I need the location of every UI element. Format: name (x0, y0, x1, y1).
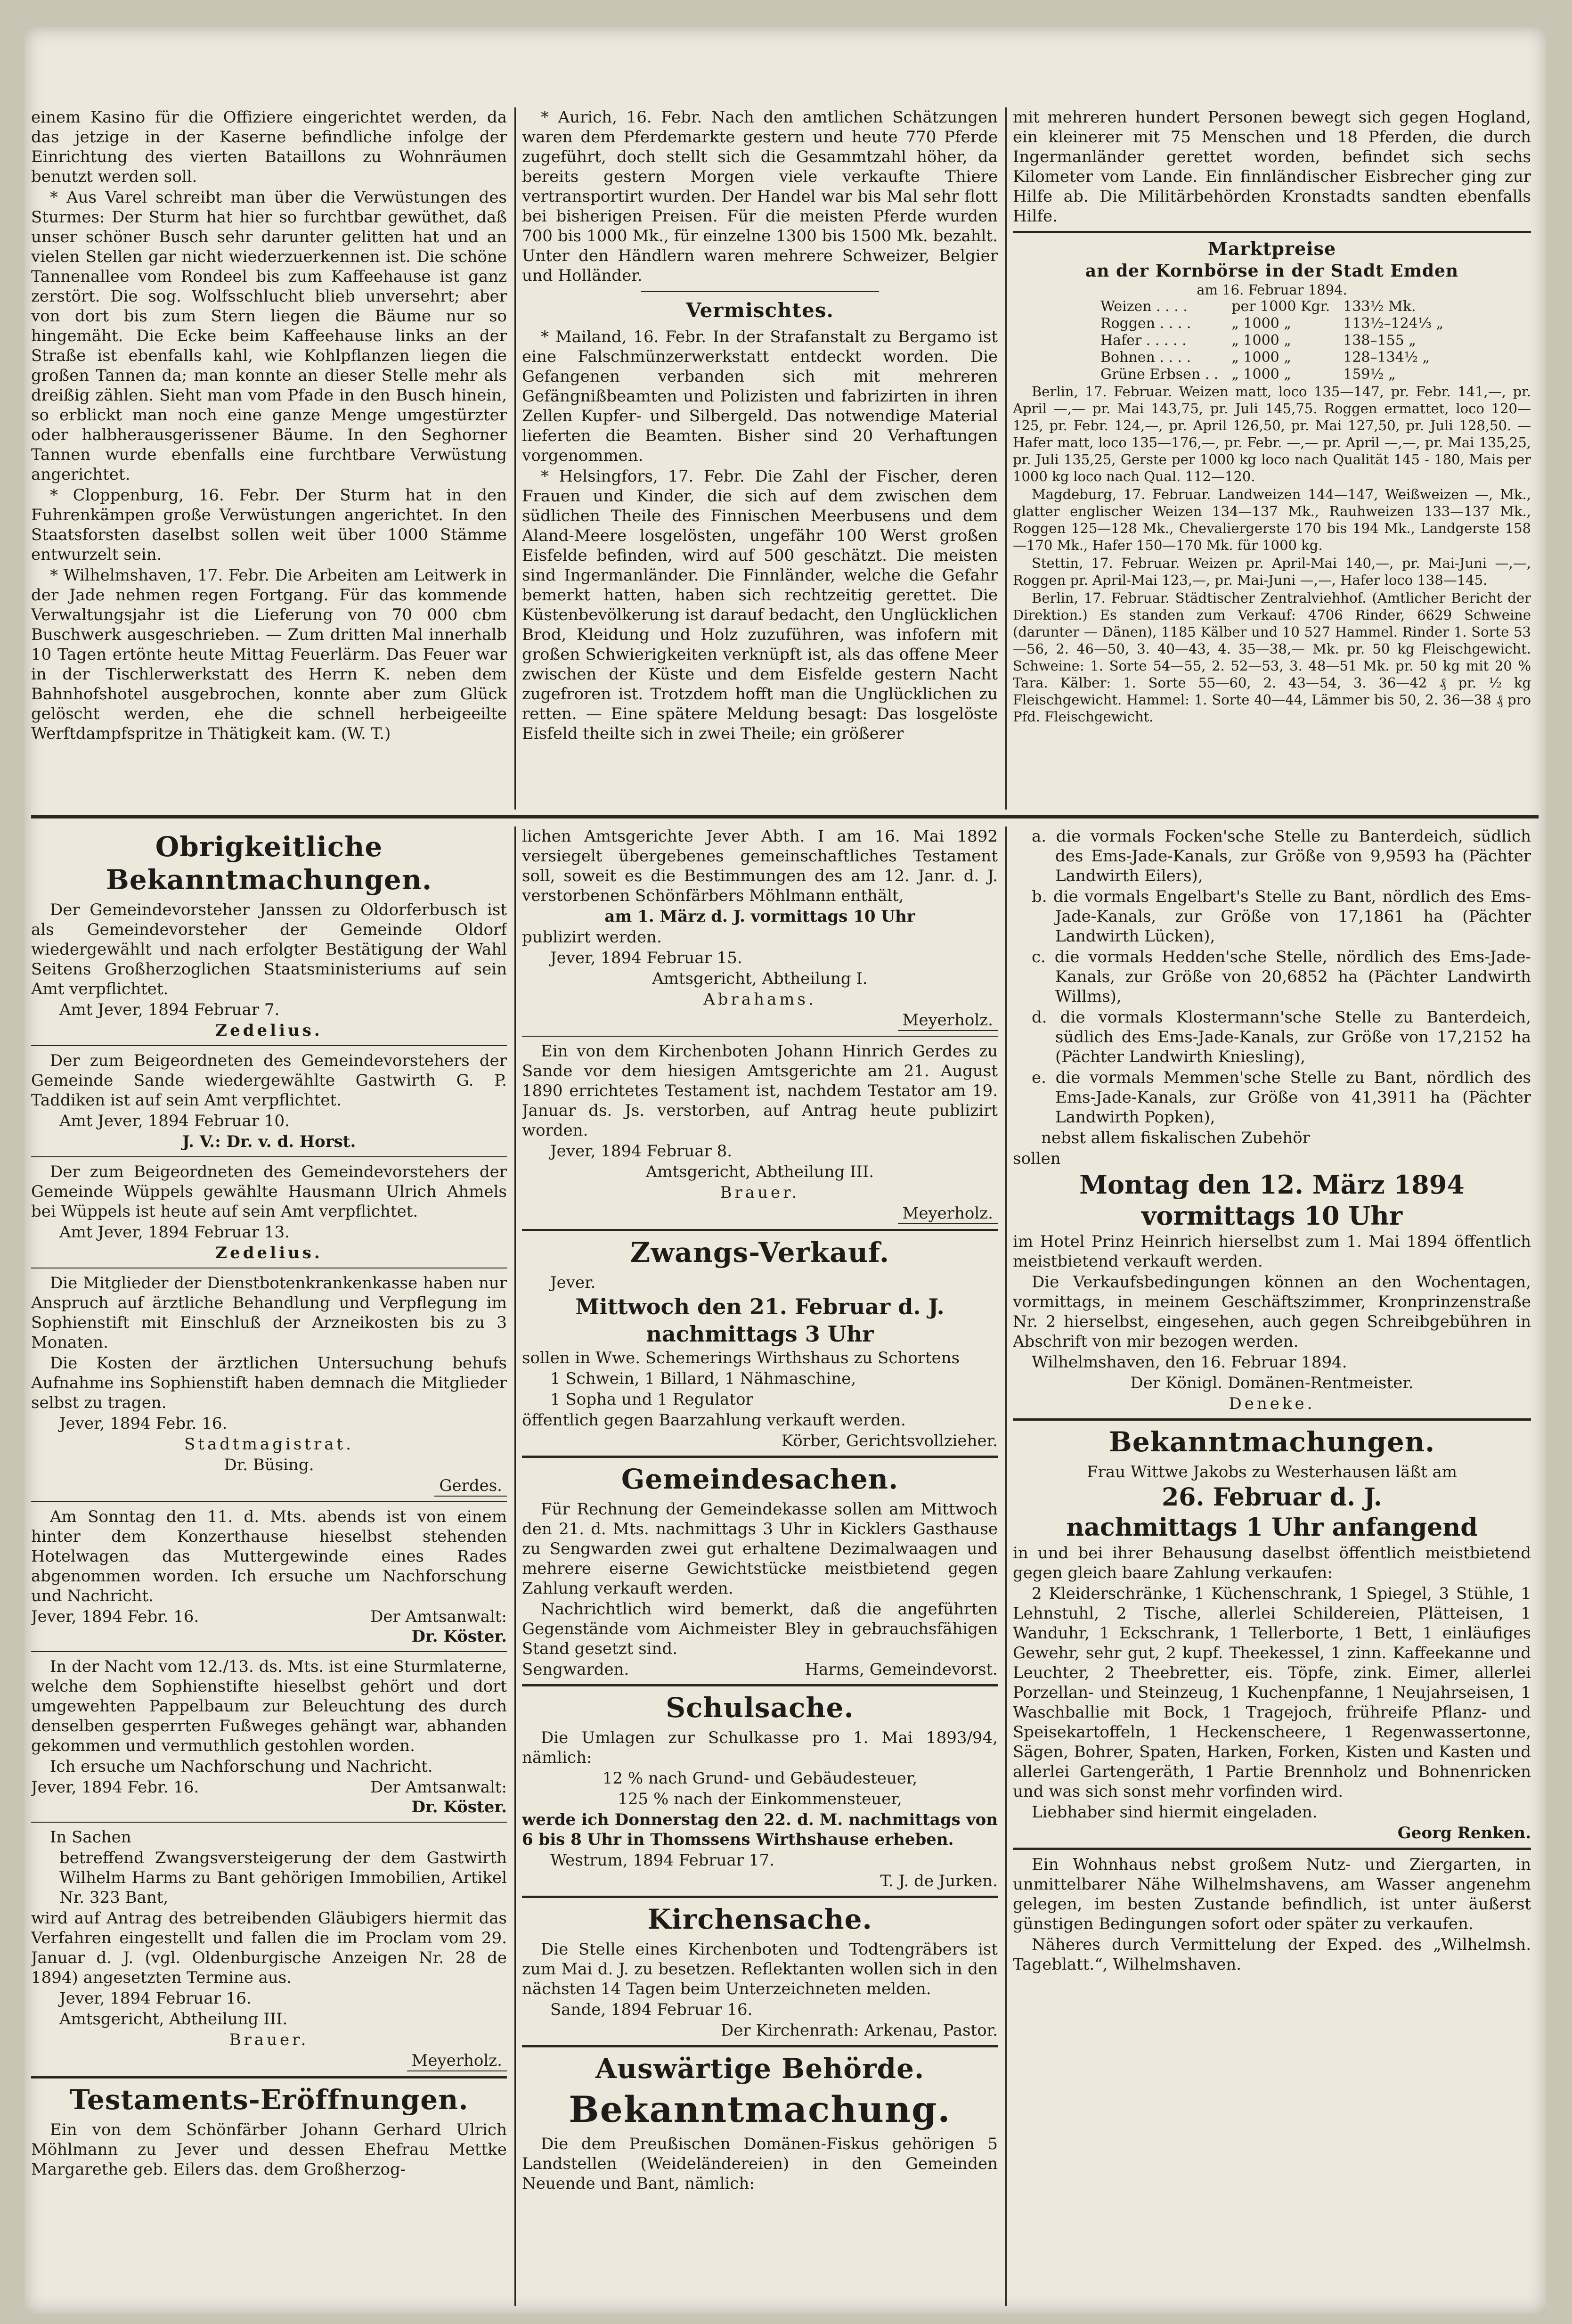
bekanntmachung-heading: Bekanntmachung. (569, 2088, 951, 2130)
rule (522, 1036, 998, 1037)
notice-item: 125 % nach der Einkommensteuer, (618, 1790, 902, 1808)
notice-time-bold: vormittags 10 Uhr (1141, 1201, 1403, 1231)
notice-date: Sande, 1894 Februar 16. (550, 2000, 753, 2019)
land-item: a. die vormals Focken'sche Stelle zu Banterdeich, südlich des Ems-Jade-Kanals, zur Größe von 9,9593 ha (Pächter Landwirth Eilers), (1032, 827, 1531, 885)
notice-organization: Stadtmagistrat. (184, 1435, 354, 1454)
market-price-table (1094, 298, 1450, 383)
rule (31, 1651, 507, 1652)
table-cell: „ 1000 „ (1231, 349, 1291, 366)
notice-text: Am Sonntag den 11. d. Mts. abends ist von einem hinter dem Konzerthause hieselbst stehenden Hotelwagen das Muttergewinde eines Rades abgenommen worden. Ich ersuche um Nachforschung und Nachricht. (31, 1507, 507, 1605)
notice-text: Ein von dem Kirchenboten Johann Hinrich Gerdes zu Sande vor dem hiesigen Amtsgerichte am 21. August 1890 errichtetes Testament ist, nachdem Testator am 19. Januar ds. Js. verstorben, auf Antrag heute publizirt worden. (522, 1042, 998, 1140)
table-cell: Weizen . . . . (1100, 298, 1188, 315)
notice-place: Sengwarden. (522, 1660, 629, 1679)
short-rule (641, 291, 879, 292)
table-cell: Hafer . . . . . (1100, 332, 1187, 349)
notice-signature: J. V.: Dr. v. d. Horst. (182, 1132, 356, 1151)
obrigkeitliche-heading: Obrigkeitliche Bekanntmachungen. (106, 831, 432, 896)
notice-signature: Meyerholz. (407, 2051, 507, 2071)
bottom-column-3 (1013, 826, 1531, 2306)
table-cell: Roggen . . . . (1100, 315, 1191, 332)
report-magdeburg: Magdeburg, 17. Februar. Landweizen 144—147, Weißweizen —, Mk., glatter englischer Weizen 134—137 Mk., Rauhweizen 133—137 Mk., Roggen 125—128 Mk., Chevaliergerste 170 bis 194 Mk., Landgerste 158—170 Mk., Hafer 150—170 Mk. für 1000 kg. (1013, 486, 1531, 553)
notice-signature: Zedelius. (215, 1244, 323, 1262)
notice-text: Die dem Preußischen Domänen-Fiskus gehörigen 5 Landstellen (Weideländereien) in den Gemeinden Neuende und Bant, nämlich: (522, 2135, 998, 2193)
notice-signature: T. J. de Jurken. (880, 1872, 998, 1890)
notice-time-bold: nachmittags 1 Uhr anfangend (1066, 1513, 1478, 1542)
notice-text: öffentlich gegen Baarzahlung verkauft werden. (522, 1411, 906, 1430)
table-row (1094, 332, 1450, 349)
table-cell: 133½ Mk. (1343, 298, 1416, 315)
notice-text: Der Gemeindevorsteher Janssen zu Oldorferbusch ist als Gemeindevorsteher der Gemeinde Oldorf wiedergewählt und nach erfolgter Bestätigung der Wahl Seitens Großherzoglichen Staatsministeriums auf sein Amt verpflichtet. (31, 900, 507, 998)
auswaertige-heading: Auswärtige Behörde. (595, 2053, 925, 2085)
section-divider (31, 815, 1539, 818)
notice-date-bold: Montag den 12. März 1894 (1079, 1170, 1465, 1200)
notice-footer (31, 1777, 507, 1797)
notice-text: In Sachen (50, 1828, 131, 1847)
land-item: d. die vormals Klostermann'sche Stelle zu Banterdeich, südlich des Ems-Jade-Kanals, zur Größe von 17,2152 ha (Pächter Landwirth Kniesling), (1032, 1008, 1531, 1066)
notice-date: Jever, 1894 Febr. 16. (31, 1778, 199, 1797)
notice-text: Die Umlagen zur Schulkasse pro 1. Mai 1893/94, nämlich: (522, 1728, 998, 1767)
notice-date-bold: am 1. März d. J. vormittags 10 Uhr (604, 907, 915, 926)
rule (31, 1822, 507, 1823)
notice-text: Liebhaber sind hiermit eingeladen. (1032, 1803, 1318, 1822)
report-berlin: Berlin, 17. Februar. Weizen matt, loco 135—147, pr. Febr. 141,—, pr. April —,— pr. Mai 143,75, pr. Juli 145,75. Roggen ermattet, loco 120—125, pr. Febr. 124,—, pr. April 126,50, pr. Mai 127,50, pr. Juli 128,50. — Hafer matt, loco 135—176,—, pr. Febr. —,— pr. April —,—, pr. Mai 135,25, pr. Juli 135,25, Gerste per 1000 kg loco nach Qualität 145 - 180, Mais per 1000 kg loco nach Qual. 112—120. (1013, 384, 1531, 484)
notice-text: Die Verkaufsbedingungen können an den Wochentagen, vormittags, in meinem Geschäftszimmer, Kronprinzenstraße Nr. 2 hierselbst, eingesehen, auch gegen Schreibgebühren in Abschrift von mir bezogen werden. (1013, 1273, 1531, 1351)
bottom-column-1 (31, 826, 507, 2306)
table-row (1094, 315, 1450, 332)
notice-place: Jever. (550, 1273, 596, 1292)
newspaper-page (24, 27, 1546, 2314)
top-column-1 (31, 107, 507, 810)
column-divider (1005, 107, 1007, 810)
notice-signature: Gerdes. (434, 1476, 507, 1497)
notice-date: Jever, 1894 Februar 8. (550, 1142, 733, 1161)
notice-signature: Dr. Büsing. (224, 1456, 314, 1474)
notice-signature: Georg Renken. (1397, 1824, 1531, 1842)
notice-organization: Der Königl. Domänen-Rentmeister. (1130, 1374, 1414, 1392)
rule (522, 1896, 998, 1898)
notice-text: sollen (1013, 1149, 1061, 1168)
notice-text: Die Stelle eines Kirchenboten und Todtengräbers ist zum Mai d. J. zu besetzen. Reflektanten wollen sich in den nächsten 14 Tagen beim Unterzeichneten melden. (522, 1940, 998, 1998)
notice-text: sollen in Wwe. Schemerings Wirthshaus zu Schortens (522, 1349, 960, 1367)
table-cell: 128–134½ „ (1343, 349, 1430, 366)
notice-signature: Brauer. (720, 1183, 800, 1202)
notice-date: Westrum, 1894 Februar 17. (550, 1851, 774, 1870)
rule (1013, 231, 1531, 233)
article-cloppenburg: * Cloppenburg, 16. Febr. Der Sturm hat in den Fuhrenkämpen große Verwüstungen angerichtet. In den Staatsforsten daselbst sollen weit über 1000 Stämme entwurzelt sein. (31, 486, 507, 564)
notice-place: Wilhelmshaven, den 16. Februar 1894. (1032, 1353, 1347, 1372)
article-wilhelmshaven: * Wilhelmshaven, 17. Febr. Die Arbeiten am Leitwerk in der Jade nehmen regen Fortgang. Für das kommende Verwaltungsjahr ist die Lieferung von 70 000 cbm Buschwerk ausgeschrieben. — Zum dritten Mal innerhalb 10 Tagen ertönte heute Mittag Feuerlärm. Das Feuer war in der Tischlerwerkstatt des Herrn K. neben dem Bahnhofshotel ausgebrochen, konnte aber zum Glück gelöscht werden, ehe die schnell herbeigeeilte Werftdampfspritze in Thätigkeit kam. (W. T.) (31, 566, 507, 743)
rule (31, 1501, 507, 1502)
rule (522, 1229, 998, 1231)
notice-text: Der zum Beigeordneten des Gemeindevorstehers der Gemeinde Sande wiedergewählte Gastwirth G. P. Taddiken ist auf sein Amt verpflichtet. (31, 1051, 507, 1110)
report-berlin-vieh: Berlin, 17. Februar. Städtischer Zentralviehhof. (Amtlicher Bericht der Direktion.) Es standen zum Verkauf: 4706 Rinder, 6629 Schweine (darunter — Dänen), 1185 Kälber und 10 527 Hammel. Rinder 1. Sorte 53—56, 2. 46—50, 3. 40—43, 4. 35—38,— Mk. pr. 50 kg Fleischgewicht. Schweine: 1. Sorte 54—55, 2. 52—53, 3. 48—51 Mk. pr. 50 kg mit 20 % Tara. Kälber: 1. Sorte 55—60, 2. 43—54, 3. 36—42 ₰ pr. ½ kg Fleischgewicht. Hammel: 1. Sorte 40—44, Lämmer bis 50, 2. 36—38 ₰ pro Pfd. Fleischgewicht. (1013, 590, 1531, 725)
market-date: am 16. Februar 1894. (1197, 282, 1347, 298)
notice-item-list: 2 Kleiderschränke, 1 Küchenschrank, 1 Spiegel, 3 Stühle, 1 Lehnstuhl, 2 Tische, allerlei Schildereien, Plätteisen, 1 Wanduhr, 1 Eckschrank, 1 Tellerborte, 1 Bett, 1 einläufiges Gewehr, sehr gut, 2 kupf. Theekessel, 1 zinn. Kaffeekanne und Leuchter, 2 Theebretter, eis. Töpfe, zink. Eimer, allerlei Porzellan- und Steinzeug, 1 Kuchenpfanne, 1 Neujahrseisen, 1 Waschballie mit Bock, 1 Tragejoch, frühreife Pflanz- und Speisekartoffeln, 1 Heckenscheere, 1 Regenwassertonne, Sägen, Bohrer, Spaten, Harken, Forken, Kisten und Kasten und allerlei Gartengeräth, 1 Partie Brennholz und Bohnenricken und was sich sonst mehr vorfinden wird. (1013, 1584, 1531, 1801)
article-varel: * Aus Varel schreibt man über die Verwüstungen des Sturmes: Der Sturm hat hier so furchtbar gewüthet, daß unser schöner Busch sehr darunter gelitten hat und an vielen Stellen gar nicht wiederzuerkennen ist. Die schöne Tannenallee vom Rondeel bis zum Kaffeehause ist ganz zerstört. Die sog. Wolfsschlucht blieb unversehrt; aber von dort bis zum Stern liegen die Bäume nur so hingemäht. Die Ecke beim Kaffeehause links an der Straße ist ebenfalls kahl, wie Kohlpflanzen liegen die großen Tannen da; man konnte an dieser Stelle mehr als dreißig zählen. Sieht man vom Pfade in den Busch hinein, so erblickt man noch eine ganze Menge umgestürzter oder halbherausgerissener Bäume. In den Seghorner Tannen wurde ebenfalls eine furchtbare Verwüstung angerichtet. (31, 188, 507, 484)
notice-item: 1 Sopha und 1 Regulator (550, 1390, 753, 1409)
article-helsingfors-cont: mit mehreren hundert Personen bewegt sich gegen Hogland, ein kleinerer mit 75 Menschen und 18 Pferden, die durch Ingermanländer gerettet worden, befindet sich sechs Kilometer vom Lande. Ein finnländischer Eisbrecher ging zur Hilfe ab. Die Militärbehörden Kronstadts sandten ebenfalls Hilfe. (1013, 108, 1531, 226)
notice-text: publizirt werden. (522, 928, 662, 947)
rule (522, 1456, 998, 1458)
market-title: Marktpreise (1207, 238, 1336, 259)
rule (1013, 1418, 1531, 1421)
notice-text: Die Mitglieder der Dienstbotenkrankenkasse haben nur Anspruch auf ärztliche Behandlung und Verpflegung im Sophienstift mit Einschluß der Arzneikosten bis zu 3 Monaten. (31, 1274, 507, 1352)
notice-signature: Körber, Gerichtsvollzieher. (781, 1432, 998, 1450)
notice-text: betreffend Zwangsversteigerung der dem Gastwirth Wilhelm Harms zu Bant gehörigen Immobilien, Artikel Nr. 323 Bant, (59, 1849, 507, 1907)
notice-date: Jever, 1894 Februar 16. (59, 1989, 252, 2008)
notice-date: Jever, 1894 Februar 15. (550, 949, 742, 967)
notice-court: Amtsgericht, Abtheilung III. (59, 2010, 288, 2029)
notice-signature: Zedelius. (215, 1021, 323, 1040)
table-cell: 159½ „ (1343, 366, 1396, 383)
notice-signature: Deneke. (1229, 1394, 1315, 1413)
notice-role: Der Amtsanwalt: (370, 1607, 507, 1626)
notice-court: Amtsgericht, Abtheilung III. (645, 1162, 874, 1181)
notice-text: Nachrichtlich wird bemerkt, daß die angeführten Gegenstände vom Aichmeister Bley in gebrauchsfähigen Stand gesetzt sind. (522, 1600, 998, 1658)
rule (522, 2045, 998, 2047)
column-divider (514, 107, 516, 810)
notice-text: In der Nacht vom 12./13. ds. Mts. ist eine Sturmlaterne, welche dem Sophienstifte hieselbst gehört und dort umgewehten Pappelbaum zur Beleuchtung des durch denselben gesperrten Fußweges gehängt war, abhanden gekommen und vermuthlich gestohlen worden. (31, 1657, 507, 1755)
table-row (1094, 298, 1450, 315)
notice-text: Ich ersuche um Nachforschung und Nachricht. (50, 1757, 433, 1776)
notice-item: 1 Schwein, 1 Billard, 1 Nähmaschine, (550, 1369, 856, 1388)
notice-date-bold: Mittwoch den 21. Februar d. J. (575, 1294, 945, 1319)
notice-signature: Meyerholz. (898, 1010, 998, 1031)
notice-date: Jever, 1894 Febr. 16. (59, 1414, 228, 1433)
notice-text: Der zum Beigeordneten des Gemeindevorstehers der Gemeinde Wüppels gewählte Hausmann Ulrich Ahmels bei Wüppels ist heute auf sein Amt verpflichtet. (31, 1162, 507, 1221)
bottom-column-2 (522, 826, 998, 2306)
table-cell: Grüne Erbsen . . (1100, 366, 1219, 383)
notice-date: Amt Jever, 1894 Februar 10. (59, 1112, 290, 1130)
top-column-2 (522, 107, 998, 810)
notice-date: Amt Jever, 1894 Februar 7. (59, 1000, 280, 1019)
land-item: e. die vormals Memmen'sche Stelle zu Bant, nördlich des Ems-Jade-Kanals, zur Größe von 41,3911 ha (Pächter Landwirth Popken), (1032, 1068, 1531, 1127)
testament-heading: Testaments-Eröffnungen. (69, 2084, 469, 2116)
market-subtitle: an der Kornbörse in der Stadt Emden (1085, 261, 1459, 281)
table-cell: 113½–124⅓ „ (1343, 315, 1443, 332)
top-column-3 (1013, 107, 1531, 810)
notice-text: Frau Wittwe Jakobs zu Westerhausen läßt am (1087, 1463, 1457, 1481)
notice-text: nebst allem fiskalischen Zubehör (1041, 1129, 1310, 1147)
kirchensache-heading: Kirchensache. (647, 1903, 872, 1935)
notice-text: werde ich Donnerstag den 22. d. M. nachmittags von 6 bis 8 Uhr in Thomssens Wirthshause erheben. (522, 1810, 998, 1849)
land-item: c. die vormals Hedden'sche Stelle, nördlich des Ems-Jade-Kanals, zur Größe von 20,6852 ha (Pächter Landwirth Willms), (1032, 948, 1531, 1006)
gemeindesachen-heading: Gemeindesachen. (621, 1463, 899, 1495)
vermischtes-heading: Vermischtes. (685, 299, 834, 322)
article-aurich: * Aurich, 16. Febr. Nach den amtlichen Schätzungen waren dem Pferdemarkte gestern und heute 770 Pferde zugeführt, doch stellt sich die Gesammtzahl höher, da bereits gestern Morgen viele verkaufte Thiere vertransportirt wurden. Der Handel war bis Mal sehr flott bei bisherigen Preisen. Für die meisten Pferde wurden 700 bis 1000 Mk., für einzelne 1300 bis 1500 Mk. bezahlt. Unter den Händlern waren mehrere Schweizer, Belgier und Holländer. (522, 108, 998, 285)
schulsache-heading: Schulsache. (666, 1692, 854, 1724)
report-stettin: Stettin, 17. Februar. Weizen pr. April-Mai 140,—, pr. Mai-Juni —,—, Roggen pr. April-Mai 123,—, pr. Mai-Juni —,—, Hafer loco 138—145. (1013, 555, 1531, 588)
table-cell: per 1000 Kgr. (1231, 298, 1330, 315)
notice-date: Jever, 1894 Febr. 16. (31, 1607, 199, 1626)
table-row (1094, 366, 1450, 383)
notice-footer (522, 1660, 998, 1679)
notice-court: Amtsgericht, Abtheilung I. (652, 969, 868, 988)
notice-signature: Meyerholz. (898, 1203, 998, 1224)
zwangsverkauf-heading: Zwangs-Verkauf. (630, 1236, 890, 1268)
classified-contact: Näheres durch Vermittelung der Exped. des „Wilhelmsh. Tageblatt.“, Wilhelmshaven. (1013, 1935, 1531, 1974)
notice-footer (31, 1607, 507, 1627)
table-cell: Bohnen . . . . (1100, 349, 1191, 366)
notice-text: lichen Amtsgerichte Jever Abth. I am 16. Mai 1892 versiegelt übergebenes gemeinschaftliches Testament soll, soweit es die Bestimmungen des am 12. Janr. d. J. verstorbenen Schönfärbers Möhlmann enthält, (522, 827, 998, 905)
rule (522, 1684, 998, 1686)
notice-signature: Dr. Köster. (411, 1798, 507, 1817)
notice-text: Die Kosten der ärztlichen Untersuchung behufs Aufnahme ins Sophienstift haben demnach die Mitglieder selbst zu tragen. (31, 1354, 507, 1412)
table-cell: „ 1000 „ (1231, 366, 1291, 383)
notice-date-bold: 26. Februar d. J. (1162, 1483, 1382, 1512)
article-kasino: einem Kasino für die Offiziere eingerichtet werden, da das jetzige in der Kaserne befindliche infolge der Einrichtung des vierten Bataillons zu Wohnräumen benutzt werden soll. (31, 108, 507, 186)
notice-text: Ein von dem Schönfärber Johann Gerhard Ulrich Möhlmann zu Jever und dessen Ehefrau Mettke Margarethe geb. Eilers das. dem Großherzog- (31, 2120, 507, 2179)
classified-house: Ein Wohnhaus nebst großem Nutz- und Ziergarten, in unmittelbarer Nähe Wilhelmshavens, am Wasser angenehm gelegen, im besten Zustande befindlich, ist unter äußerst günstigen Bedingungen sofort oder später zu verkaufen. (1013, 1855, 1531, 1933)
rule (1013, 1848, 1531, 1850)
bekanntmachungen-heading: Bekanntmachungen. (1108, 1426, 1435, 1458)
notice-text: im Hotel Prinz Heinrich hierselbst zum 1. Mai 1894 öffentlich meistbietend verkauft werden. (1013, 1232, 1531, 1271)
table-cell: 138–155 „ (1343, 332, 1416, 349)
notice-date: Amt Jever, 1894 Februar 13. (59, 1223, 290, 1242)
notice-signature: Brauer. (229, 2030, 309, 2049)
notice-signature: Abrahams. (703, 990, 816, 1009)
article-mailand: * Mailand, 16. Febr. In der Strafanstalt zu Bergamo ist eine Falschmünzerwerkstatt entdeckt worden. Die Gefangenen verbanden sich mit mehreren Gefängnißbeamten und Polizisten und fabrizirten in ihren Zellen Kupfer- und Silbergeld. Das notwendige Material lieferten die Beamten. Bisher sind 20 Verhaftungen vorgenommen. (522, 327, 998, 465)
rule (31, 1156, 507, 1157)
rule (31, 2076, 507, 2079)
notice-time-bold: nachmittags 3 Uhr (646, 1321, 874, 1347)
table-cell: „ 1000 „ (1231, 315, 1291, 332)
article-helsingfors: * Helsingfors, 17. Febr. Die Zahl der Fischer, deren Frauen und Kinder, die sich auf dem zwischen dem südlichen Theile des Finnischen Meerbusens und dem Aland-Meere losgelösten, ungefähr 100 Werst großen Eisfelde befinden, wird auf 500 geschätzt. Die meisten sind Ingermanländer. Die Finnländer, welche die Gefahr bemerkt hatten, haben sich rechtzeitig gerettet. Die Küstenbevölkerung ist darauf bedacht, den Unglücklichen Brod, Kleidung und Holz zuzuführen, was infofern mit großen Schwierigkeiten verknüpft ist, als das offene Meer zwischen der Küste und dem Eisfelde gestern Nacht zugefroren ist. Trotzdem hofft man die Unglücklichen zu retten. — Eine spätere Meldung besagt: Das losgelöste Eisfeld theilte sich in zwei Theile; ein größerer (522, 467, 998, 743)
column-divider (514, 826, 516, 2306)
table-row (1094, 349, 1450, 366)
notice-signature: Harms, Gemeindevorst. (805, 1660, 998, 1679)
rule (31, 1045, 507, 1046)
notice-signature: Der Kirchenrath: Arkenau, Pastor. (720, 2021, 998, 2040)
notice-signature: Dr. Köster. (411, 1627, 507, 1646)
notice-text: in und bei ihrer Behausung daselbst öffentlich meistbietend gegen gleich baare Zahlung verkaufen: (1013, 1544, 1531, 1582)
land-item: b. die vormals Engelbart's Stelle zu Bant, nördlich des Ems-Jade-Kanals, zur Größe von 17,1861 ha (Pächter Landwirth Lücken), (1032, 887, 1531, 946)
notice-item: 12 % nach Grund- und Gebäudesteuer, (602, 1769, 918, 1788)
notice-text: wird auf Antrag des betreibenden Gläubigers hiermit das Verfahren eingestellt und fallen die im Proclam vom 29. Januar d. J. (vgl. Oldenburgische Anzeigen Nr. 28 de 1894) angesetzten Termine aus. (31, 1909, 507, 1987)
table-cell: „ 1000 „ (1231, 332, 1291, 349)
column-divider (1005, 826, 1007, 2306)
notice-text: Für Rechnung der Gemeindekasse sollen am Mittwoch den 21. d. Mts. nachmittags 3 Uhr in Kicklers Gasthause zu Sengwarden zwei gut erhaltene Dezimalwaagen und mehrere eiserne Gewichtstücke meistbietend gegen Zahlung verkauft werden. (522, 1500, 998, 1598)
notice-role: Der Amtsanwalt: (370, 1778, 507, 1797)
